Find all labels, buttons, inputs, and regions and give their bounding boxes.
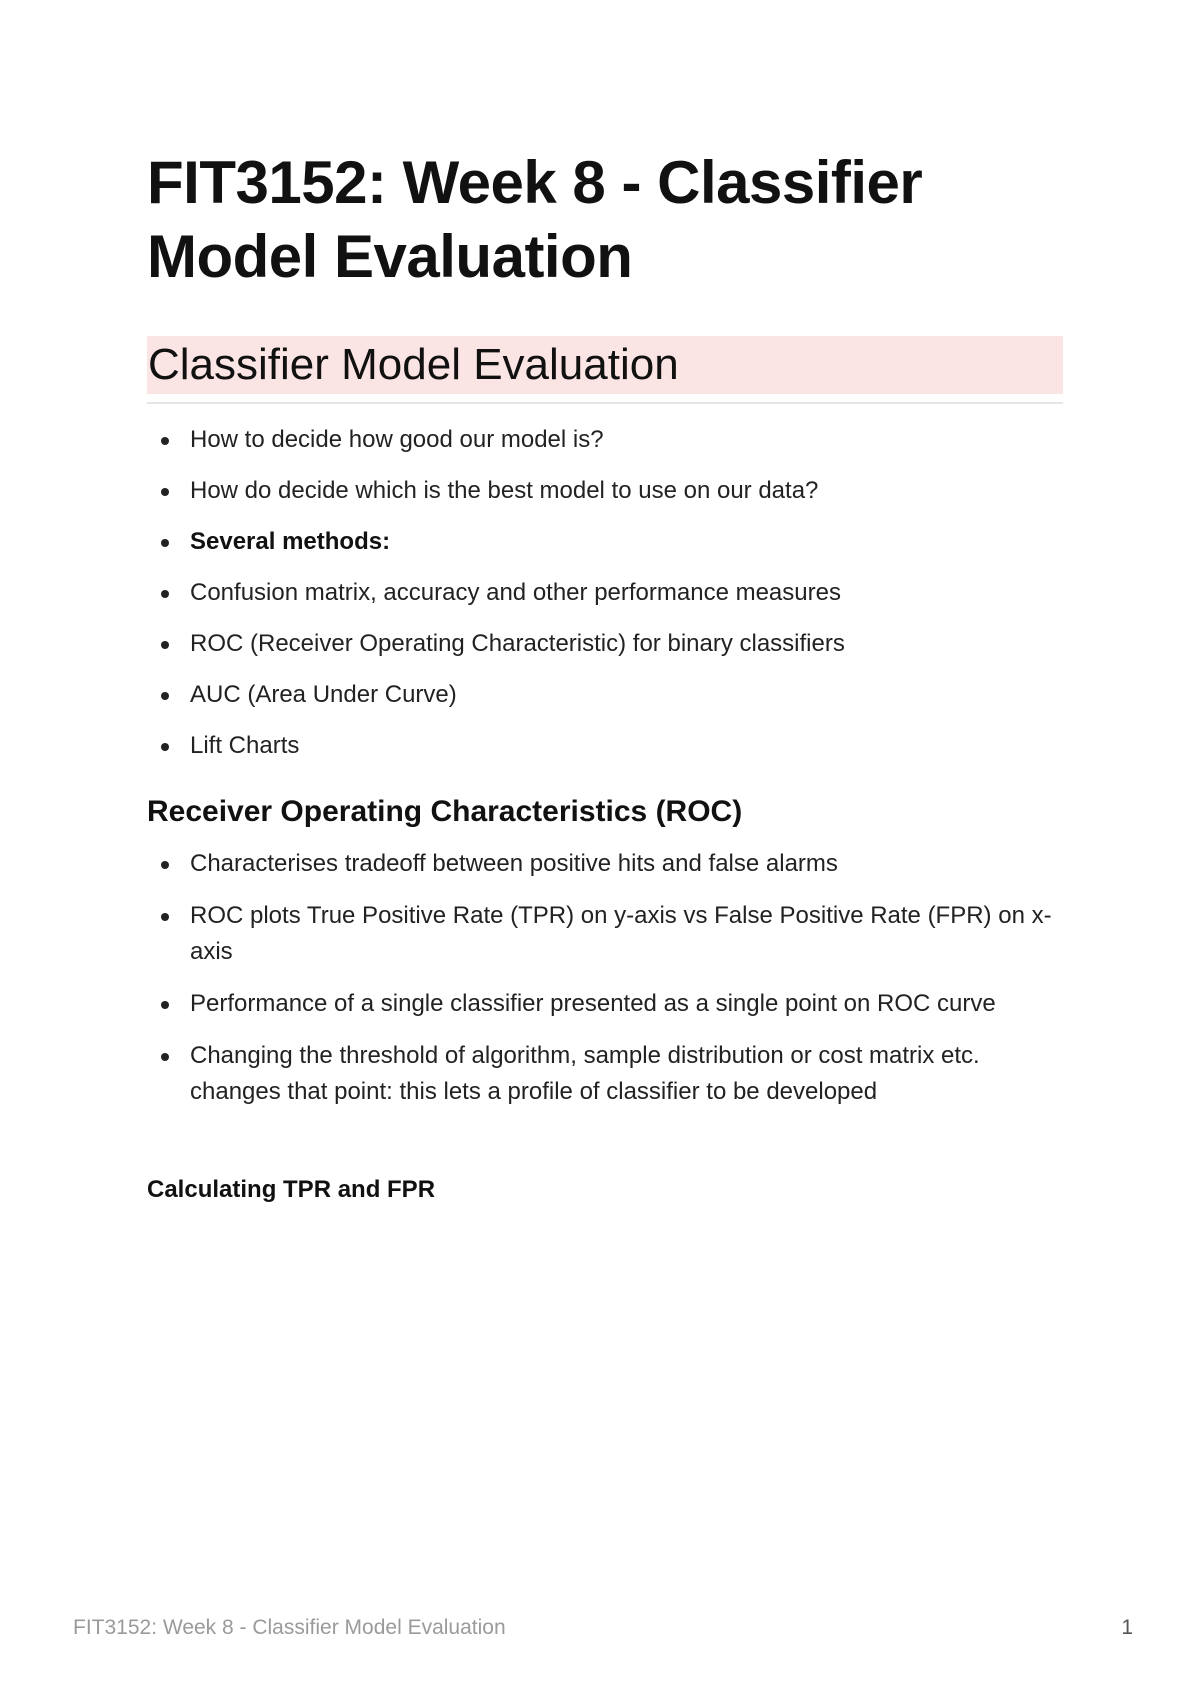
bullet-icon xyxy=(161,437,169,445)
bullet-icon xyxy=(161,913,169,921)
list-item: Characterises tradeoff between positive hits and false alarms xyxy=(147,846,1063,882)
bullet-icon xyxy=(161,488,169,496)
section-divider xyxy=(147,402,1063,404)
list-item: ROC plots True Positive Rate (TPR) on y-axis vs False Positive Rate (FPR) on x-axis xyxy=(147,898,1063,970)
footer-title: FIT3152: Week 8 - Classifier Model Evaluation xyxy=(73,1616,506,1639)
section-heading-roc: Receiver Operating Characteristics (ROC) xyxy=(147,795,743,828)
document-title: FIT3152: Week 8 - Classifier Model Evaluation xyxy=(147,149,923,290)
list-item: AUC (Area Under Curve) xyxy=(147,677,1063,713)
bullet-icon xyxy=(161,743,169,751)
bullet-icon xyxy=(161,861,169,869)
bullet-icon xyxy=(161,1053,169,1061)
section-heading-classifier-model-evaluation: Classifier Model Evaluation xyxy=(147,336,1063,394)
section-heading-calculating-tpr-fpr: Calculating TPR and FPR xyxy=(147,1176,436,1203)
list-item: Changing the threshold of algorithm, sample distribution or cost matrix etc. changes that point: this lets a profile of classifier to be developed xyxy=(147,1038,1063,1110)
list-item: Several methods: xyxy=(147,524,1063,560)
bullet-icon xyxy=(161,539,169,547)
list-item: Performance of a single classifier presented as a single point on ROC curve xyxy=(147,986,1063,1022)
list-item: Lift Charts xyxy=(147,728,1063,764)
roc-points-list xyxy=(147,846,1063,1126)
list-item: ROC (Receiver Operating Characteristic) for binary classifiers xyxy=(147,626,1063,662)
bullet-icon xyxy=(161,590,169,598)
bullet-icon xyxy=(161,692,169,700)
bullet-icon xyxy=(161,641,169,649)
evaluation-questions-list xyxy=(147,422,1063,779)
list-item: Confusion matrix, accuracy and other performance measures xyxy=(147,575,1063,611)
list-item: How to decide how good our model is? xyxy=(147,422,1063,458)
bullet-icon xyxy=(161,1001,169,1009)
page-number: 1 xyxy=(1121,1616,1133,1639)
list-item: How do decide which is the best model to use on our data? xyxy=(147,473,1063,509)
